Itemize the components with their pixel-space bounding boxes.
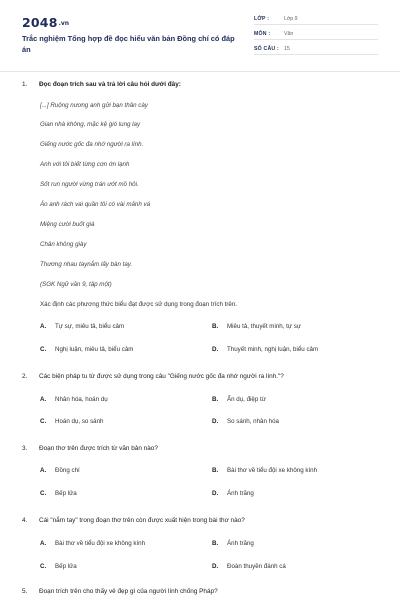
meta-key: SỐ CÂU : [254, 46, 279, 52]
option-b[interactable] [212, 467, 317, 474]
option-d[interactable] [212, 346, 318, 353]
logo-domain: .vn [58, 20, 70, 27]
option-letter: A. [40, 396, 47, 403]
logo-text: 2048 [22, 15, 58, 30]
option-text: Ẩn dụ, điệp từ [227, 396, 266, 403]
meta-row-count [254, 44, 378, 55]
meta-value: Lớp 9 [284, 16, 298, 22]
option-text: Ánh trăng [227, 540, 254, 547]
option-text: Đồng chí [55, 467, 80, 474]
option-c[interactable] [40, 346, 133, 353]
meta-row-subject [254, 29, 378, 40]
passage-line: Gian nhà không, mặc kệ gió lung lay [40, 121, 141, 128]
option-letter: B. [212, 540, 219, 547]
option-letter: A. [40, 540, 47, 547]
option-b[interactable] [212, 396, 266, 403]
option-text: So sánh, nhân hóa [227, 418, 279, 425]
question-number: 4. [22, 517, 28, 524]
question-number: 2. [22, 373, 28, 380]
option-c[interactable] [40, 563, 77, 570]
option-letter: D. [212, 563, 219, 570]
option-b[interactable] [212, 323, 301, 330]
meta-value: 15 [284, 46, 290, 52]
option-letter: C. [40, 418, 47, 425]
option-text: Bài thơ về tiểu đội xe không kính [55, 540, 146, 547]
option-text: Thuyết minh, nghị luận, biểu cảm [227, 346, 319, 353]
option-text: Tự sự, miêu tả, biểu cảm [55, 323, 125, 330]
option-letter: A. [40, 323, 47, 330]
passage-line: Giếng nước gốc đa nhớ người ra lính. [40, 141, 144, 148]
option-letter: D. [212, 490, 219, 497]
option-text: Nhân hóa, hoán dụ [55, 396, 108, 403]
passage-line: [...] Ruộng nương anh gửi bạn thân cày [40, 102, 148, 109]
option-a[interactable] [40, 323, 124, 330]
option-letter: B. [212, 396, 219, 403]
meta-key: LỚP : [254, 16, 270, 22]
passage-line: Áo anh rách vai quần tôi có vài mảnh vá [40, 201, 151, 208]
option-letter: C. [40, 563, 47, 570]
option-text: Bài thơ về tiểu đội xe không kính [227, 467, 318, 474]
question-text: Các biện pháp tu từ được sử dụng trong câu "Giếng nước gốc đa nhớ người ra lính."? [39, 373, 284, 380]
option-c[interactable] [40, 490, 77, 497]
option-d[interactable] [212, 418, 279, 425]
option-a[interactable] [40, 467, 80, 474]
question-number: 5. [22, 588, 28, 595]
question-text: Đoạn thơ trên được trích từ văn bản nào? [39, 445, 158, 452]
option-letter: C. [40, 346, 47, 353]
option-d[interactable] [212, 563, 286, 570]
passage-source: (SGK Ngữ văn 9, tập một) [40, 281, 112, 288]
option-b[interactable] [212, 540, 254, 547]
option-d[interactable] [212, 490, 254, 497]
question-text: Cái "nắm tay" trong đoạn thơ trên còn được xuất hiện trong bài thơ nào? [39, 517, 245, 524]
meta-key: MÔN : [254, 31, 271, 37]
question-text: Đọc đoạn trích sau và trả lời câu hỏi dưới đây: [39, 81, 181, 88]
option-a[interactable] [40, 396, 108, 403]
site-logo[interactable] [22, 15, 69, 30]
meta-value: Văn [284, 31, 294, 37]
option-text: Miêu tả, thuyết minh, tự sự [227, 323, 301, 330]
option-letter: B. [212, 467, 219, 474]
option-text: Ánh trăng [227, 490, 254, 497]
passage-line: Sốt run người vừng trán ướt mồ hôi. [40, 181, 139, 188]
question-text: Đoạn trích trên cho thấy vẻ đẹp gì của người lính chống Pháp? [39, 588, 218, 595]
passage-line: Thương nhau taynắm lấy bàn tay. [40, 261, 133, 268]
question-prompt: Xác định các phương thức biểu đạt được sử dụng trong đoạn trích trên. [40, 301, 238, 308]
option-text: Bếp lửa [55, 490, 77, 497]
option-c[interactable] [40, 418, 104, 425]
option-text: Hoán dụ, so sánh [55, 418, 104, 425]
option-a[interactable] [40, 540, 145, 547]
option-text: Nghị luận, miêu tả, biểu cảm [55, 346, 134, 353]
passage-line: Chân không giày [40, 241, 87, 248]
option-letter: A. [40, 467, 47, 474]
page-header [0, 0, 400, 64]
option-letter: C. [40, 490, 47, 497]
question-number: 1. [22, 81, 28, 88]
header-divider [0, 71, 400, 72]
quiz-title: Trắc nghiệm Tổng hợp đề đọc hiểu văn bản Đồng chí có đáp án [22, 34, 235, 54]
passage-line: Miệng cười buốt giá [40, 221, 95, 228]
option-letter: D. [212, 346, 219, 353]
option-text: Đoàn thuyền đánh cá [227, 563, 286, 570]
meta-row-class [254, 14, 378, 25]
option-letter: D. [212, 418, 219, 425]
question-number: 3. [22, 445, 28, 452]
option-text: Bếp lửa [55, 563, 77, 570]
passage-line: Anh với tôi biết từng cơn ớn lạnh [40, 161, 130, 168]
option-letter: B. [212, 323, 219, 330]
